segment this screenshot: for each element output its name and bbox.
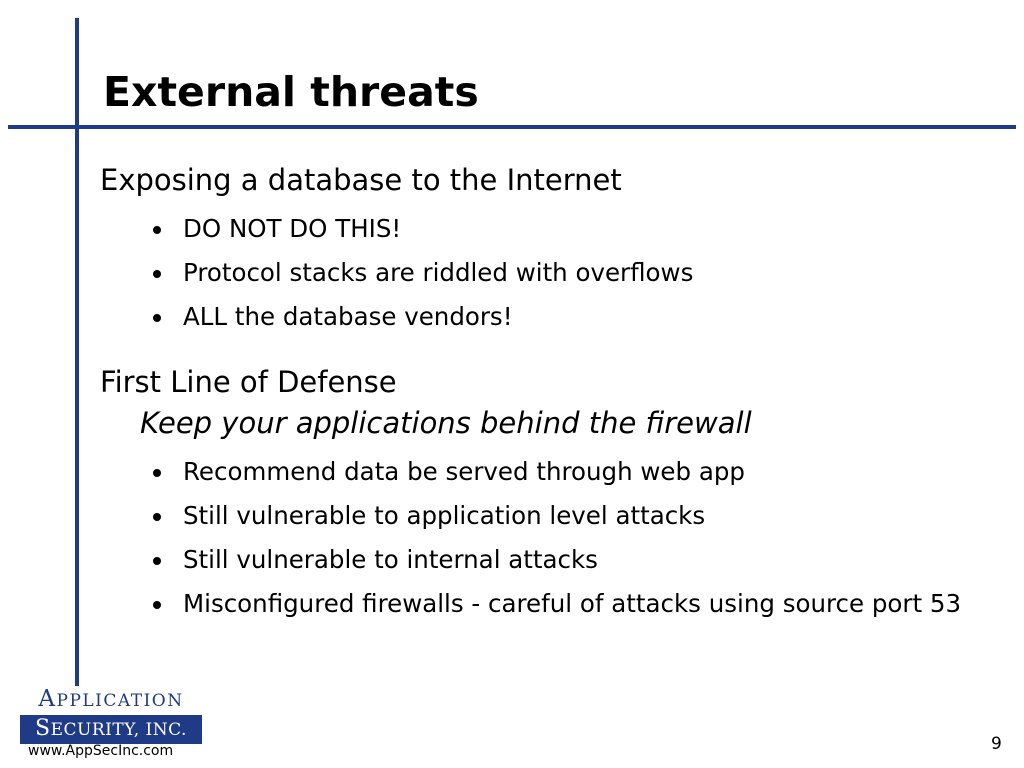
- section-subheading-defense: Keep your applications behind the firewall: [140, 406, 752, 440]
- bullet-item: [150, 258, 693, 302]
- bullet-item: [150, 545, 961, 589]
- bullet-icon: [153, 601, 161, 609]
- section-heading-defense: First Line of Defense: [100, 365, 397, 399]
- bullet-list-exposure: [150, 214, 693, 346]
- bullet-text: Protocol stacks are riddled with overflows: [183, 258, 694, 287]
- bullet-item: [150, 214, 693, 258]
- bullet-text: Still vulnerable to internal attacks: [183, 545, 598, 574]
- bullet-item: [150, 302, 693, 346]
- bullet-text: Recommend data be served through web app: [183, 457, 745, 486]
- bullet-icon: [153, 513, 161, 521]
- bullet-icon: [153, 469, 161, 477]
- vertical-rule: [75, 18, 79, 686]
- bullet-icon: [153, 557, 161, 565]
- bullet-text: Misconfigured firewalls - careful of attacks using source port 53: [183, 589, 962, 618]
- bullet-text: ALL the database vendors!: [183, 302, 513, 331]
- company-url: www.AppSecInc.com: [28, 743, 174, 759]
- horizontal-rule: [8, 125, 1016, 129]
- company-logo: [20, 686, 202, 744]
- bullet-icon: [153, 226, 161, 234]
- bullet-list-defense: [150, 457, 961, 633]
- logo-line-2: SECURITY, INC.: [20, 715, 202, 744]
- bullet-item: [150, 457, 961, 501]
- slide-title: External threats: [103, 68, 479, 116]
- bullet-icon: [153, 314, 161, 322]
- page-number: 9: [991, 734, 1002, 754]
- section-heading-exposure: Exposing a database to the Internet: [100, 163, 622, 197]
- bullet-item: [150, 589, 961, 633]
- bullet-icon: [153, 270, 161, 278]
- bullet-text: Still vulnerable to application level attacks: [183, 501, 706, 530]
- bullet-text: DO NOT DO THIS!: [183, 214, 402, 243]
- bullet-item: [150, 501, 961, 545]
- logo-line-1: APPLICATION: [38, 686, 184, 712]
